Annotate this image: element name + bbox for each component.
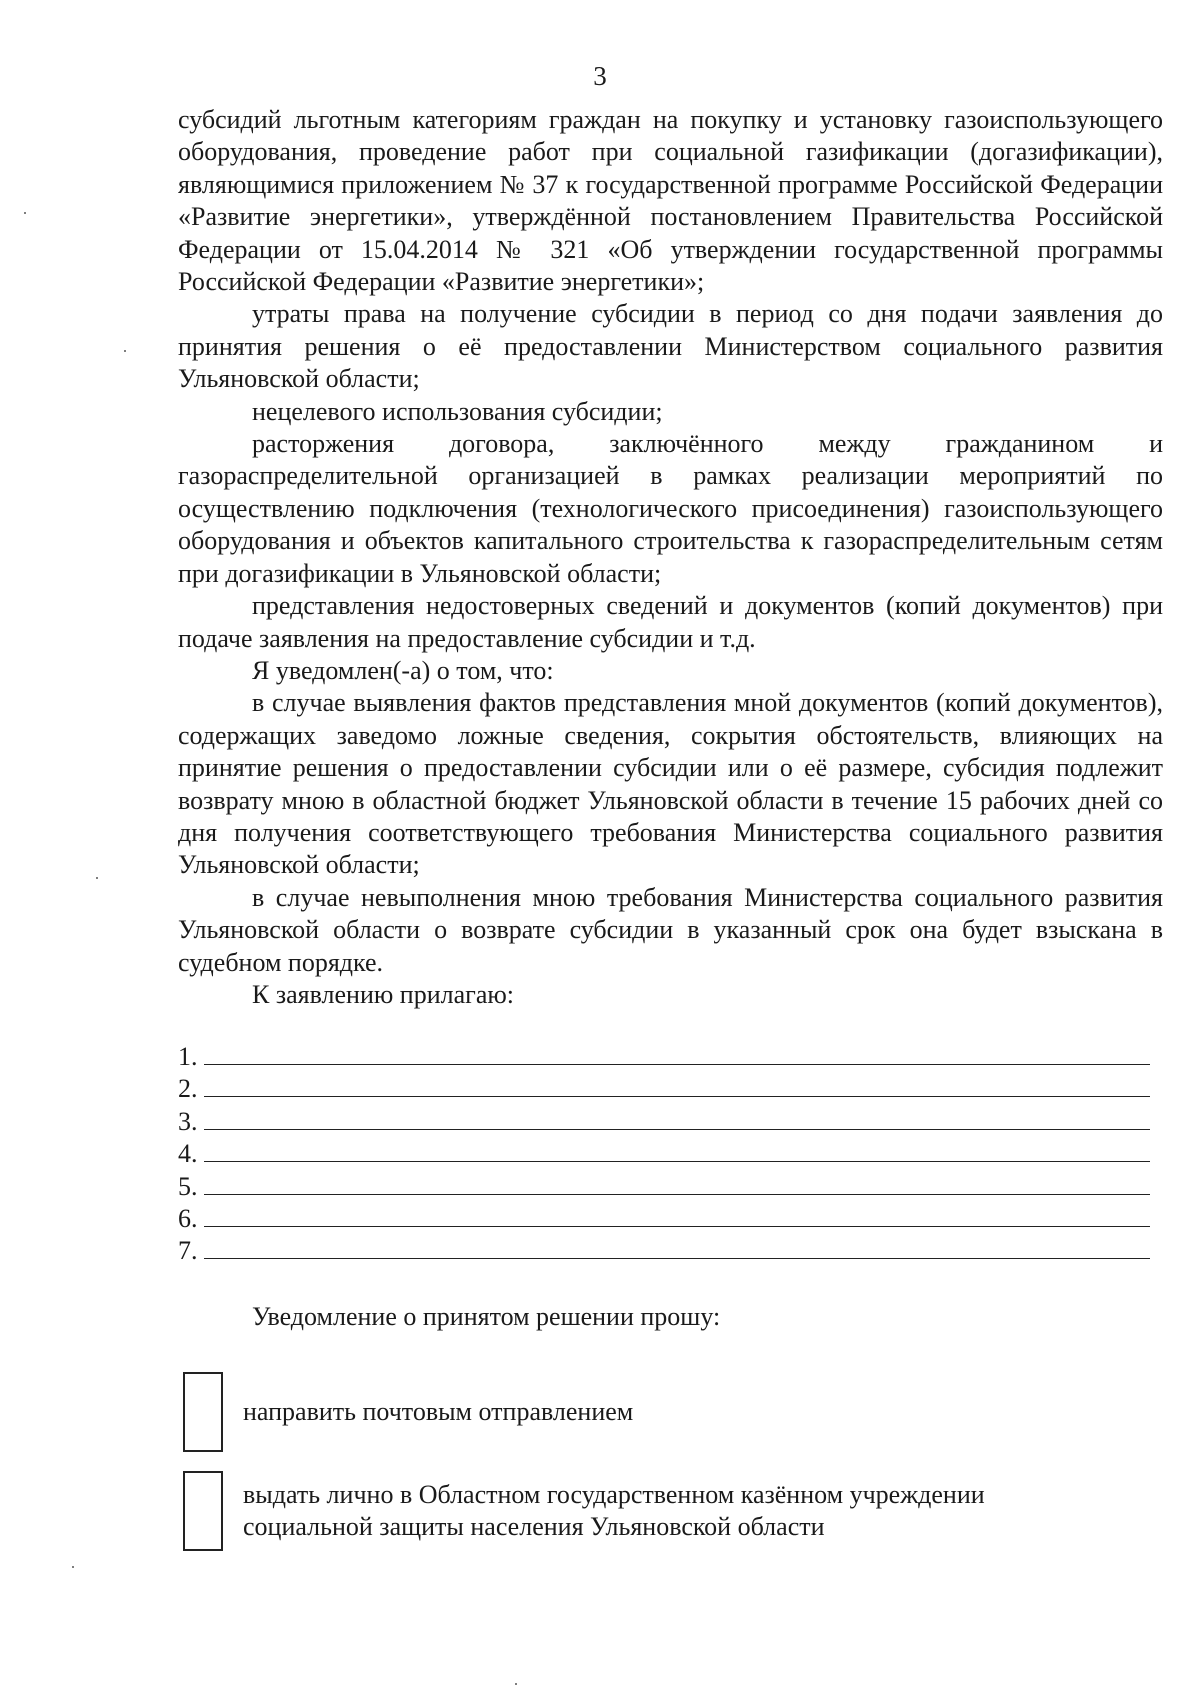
scan-speck [72,1566,74,1568]
paragraph: утраты права на получение субсидии в период со дня подачи заявления до принятия решения о её предоставлении Министерством социального развития Ульяновской области; [178,299,1163,394]
paragraph: в случае выявления фактов представления мной документов (копий документов), содержащих заведомо ложные сведения, сокрытия обстоятельств, влияющих на принятие решения о предоставлении субсидии или о её размере, субсидия подлежит возврату мною в областной бюджет Ульяновской области в течение 15 рабочих дней со дня получения соответствующего требования Министерства социального развития Ульяновской области; [178,688,1163,880]
attachment-number: 1. [178,1042,198,1071]
paragraph: в случае невыполнения мною требования Министерства социального развития Ульяновской области о возврате субсидии в указанный срок она будет взыскана в судебном порядке. [178,882,1163,977]
attachment-fill-line[interactable] [204,1199,1150,1227]
attachment-row [178,1199,1150,1231]
paragraph: представления недостоверных сведений и документов (копий документов) при подаче заявления на предоставление субсидии и т.д. [178,591,1163,653]
paragraph: Я уведомлен(-а) о том, что: [252,655,554,685]
page-number: 3 [593,61,607,91]
attachment-number: 2. [178,1074,198,1104]
attachment-fill-line[interactable] [204,1134,1150,1162]
option-mail [183,1372,633,1452]
attachment-row [178,1167,1150,1199]
in-person-checkbox[interactable] [183,1471,223,1551]
attachment-number: 6. [178,1203,198,1233]
attachments-heading: К заявлению прилагаю: [252,979,515,1009]
paragraph: расторжения договора, заключённого между гражданином и газораспределительной организацией в рамках реализации мероприятий по осуществлению подключения (технологического присоединения) газоиспользующего оборудования и объектов капитального строительства к газораспределительным сетям при догазификации в Ульяновской области; [178,429,1163,588]
attachment-fill-line[interactable] [204,1069,1150,1097]
attachment-number: 7. [178,1236,198,1266]
scan-speck [515,1683,517,1685]
scan-speck [124,350,126,352]
attachment-row [178,1037,1150,1069]
option-mail-label: направить почтовым отправлением [243,1397,634,1426]
scan-speck [96,877,98,879]
paragraph: субсидий льготным категориям граждан на покупку и установку газоиспользующего оборудования, проведение работ при социальной газификации (догазификации), являющимися приложением № 37 к государственной программе Российской Федерации «Развитие энергетики», утверждённой постановлением Правительства Российской Федерации от 15.04.2014 № 321 «Об утверждении государственной программы Российской Федерации «Развитие энергетики»; [178,105,1163,297]
attachment-number: 5. [178,1171,198,1201]
attachment-row [178,1069,1150,1104]
attachment-fill-line[interactable] [204,1037,1150,1065]
attachment-fill-line[interactable] [204,1231,1150,1259]
option-in-person-label: выдать лично в Областном государственном казённом учреждении социальной защиты населения Ульяновской области [243,1480,985,1541]
attachment-row [178,1231,1150,1266]
notification-heading: Уведомление о принятом решении прошу: [252,1302,721,1331]
attachment-fill-line[interactable] [204,1167,1150,1195]
mail-checkbox[interactable] [183,1372,223,1452]
attachment-fill-line[interactable] [204,1102,1150,1130]
option-in-person [183,1471,1043,1551]
attachment-number: 4. [178,1139,198,1169]
scan-speck [24,212,26,214]
attachments-list [178,1037,1150,1264]
attachment-number: 3. [178,1106,198,1136]
attachment-row [178,1134,1150,1169]
paragraph: нецелевого использования субсидии; [252,396,663,426]
document-body [178,104,1163,1011]
attachment-row [178,1102,1150,1134]
